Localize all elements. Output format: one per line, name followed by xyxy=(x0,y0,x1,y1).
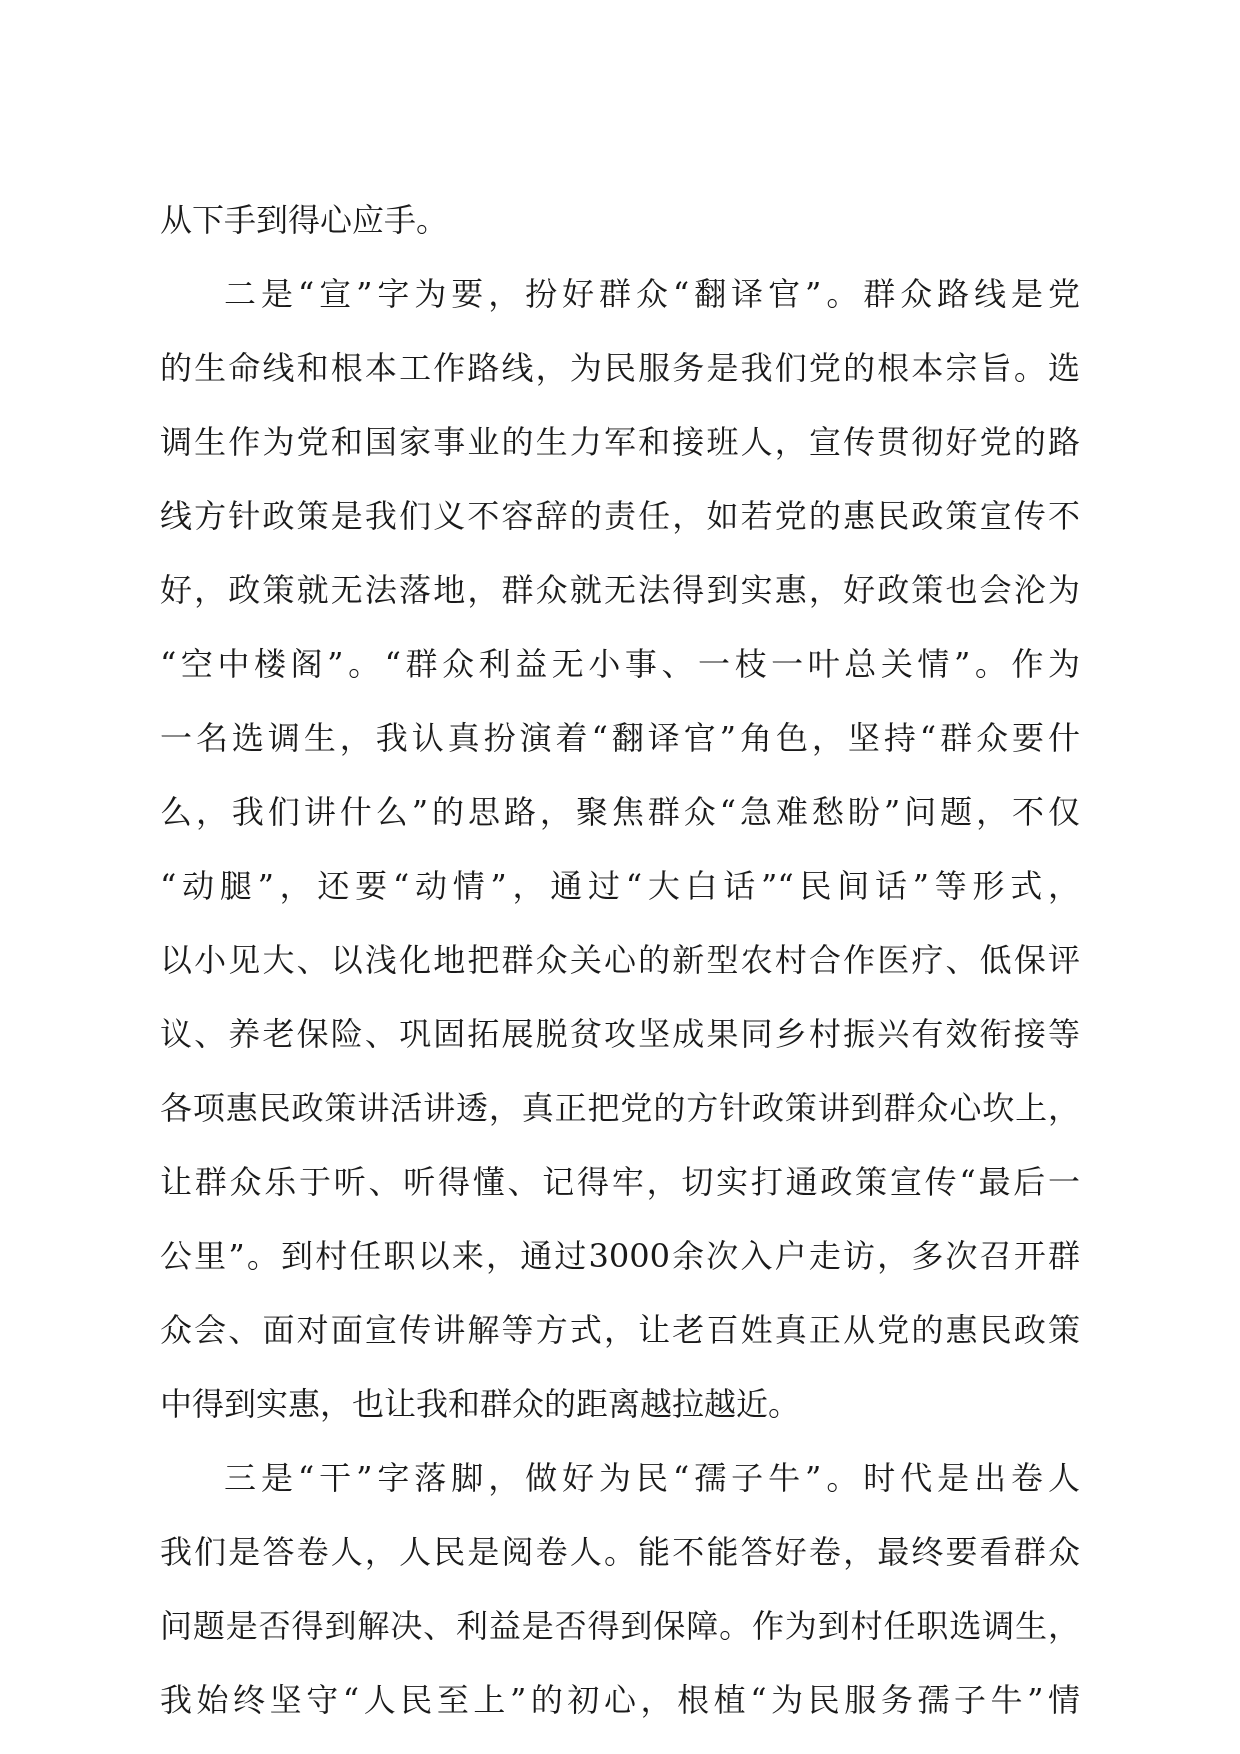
text-line: 从下手到得心应手。 xyxy=(160,201,449,239)
text-line: 好，政策就无法落地，群众就无法得到实惠，好政策也会沦为 xyxy=(160,571,1080,609)
text-line: 三是“干”字落脚，做好为民“孺子牛”。时代是出卷人 xyxy=(224,1459,1080,1497)
text-line: 议、养老保险、巩固拓展脱贫攻坚成果同乡村振兴有效衔接等 xyxy=(160,1015,1080,1053)
text-line: 的生命线和根本工作路线，为民服务是我们党的根本宗旨。选 xyxy=(160,349,1080,387)
text-line: 以小见大、以浅化地把群众关心的新型农村合作医疗、低保评 xyxy=(160,941,1080,979)
text-line: 二是“宣”字为要，扮好群众“翻译官”。群众路线是党 xyxy=(224,275,1080,313)
text-line: 我始终坚守“人民至上”的初心，根植“为民服务孺子牛”情 xyxy=(160,1681,1080,1719)
text-line: 问题是否得到解决、利益是否得到保障。作为到村任职选调生， xyxy=(160,1607,1080,1645)
text-line: 中得到实惠，也让我和群众的距离越拉越近。 xyxy=(160,1385,801,1423)
text-line: 线方针政策是我们义不容辞的责任，如若党的惠民政策宣传不 xyxy=(160,497,1080,535)
text-line: 众会、面对面宣传讲解等方式，让老百姓真正从党的惠民政策 xyxy=(160,1311,1080,1349)
text-line: 调生作为党和国家事业的生力军和接班人，宣传贯彻好党的路 xyxy=(160,423,1080,461)
document-body xyxy=(160,183,1080,1737)
text-line: 我们是答卷人，人民是阅卷人。能不能答好卷，最终要看群众 xyxy=(160,1533,1080,1571)
text-line: 么，我们讲什么”的思路，聚焦群众“急难愁盼”问题，不仅 xyxy=(160,793,1080,831)
text-line: “动腿”，还要“动情”，通过“大白话”“民间话”等形式， xyxy=(160,867,1080,905)
text-line: 公里”。到村任职以来，通过3000余次入户走访，多次召开群 xyxy=(160,1237,1080,1275)
text-line: 让群众乐于听、听得懂、记得牢，切实打通政策宣传“最后一 xyxy=(160,1163,1080,1201)
text-line: “空中楼阁”。“群众利益无小事、一枝一叶总关情”。作为 xyxy=(160,645,1080,683)
text-line: 一名选调生，我认真扮演着“翻译官”角色，坚持“群众要什 xyxy=(160,719,1080,757)
text-line: 各项惠民政策讲活讲透，真正把党的方针政策讲到群众心坎上， xyxy=(160,1089,1080,1127)
